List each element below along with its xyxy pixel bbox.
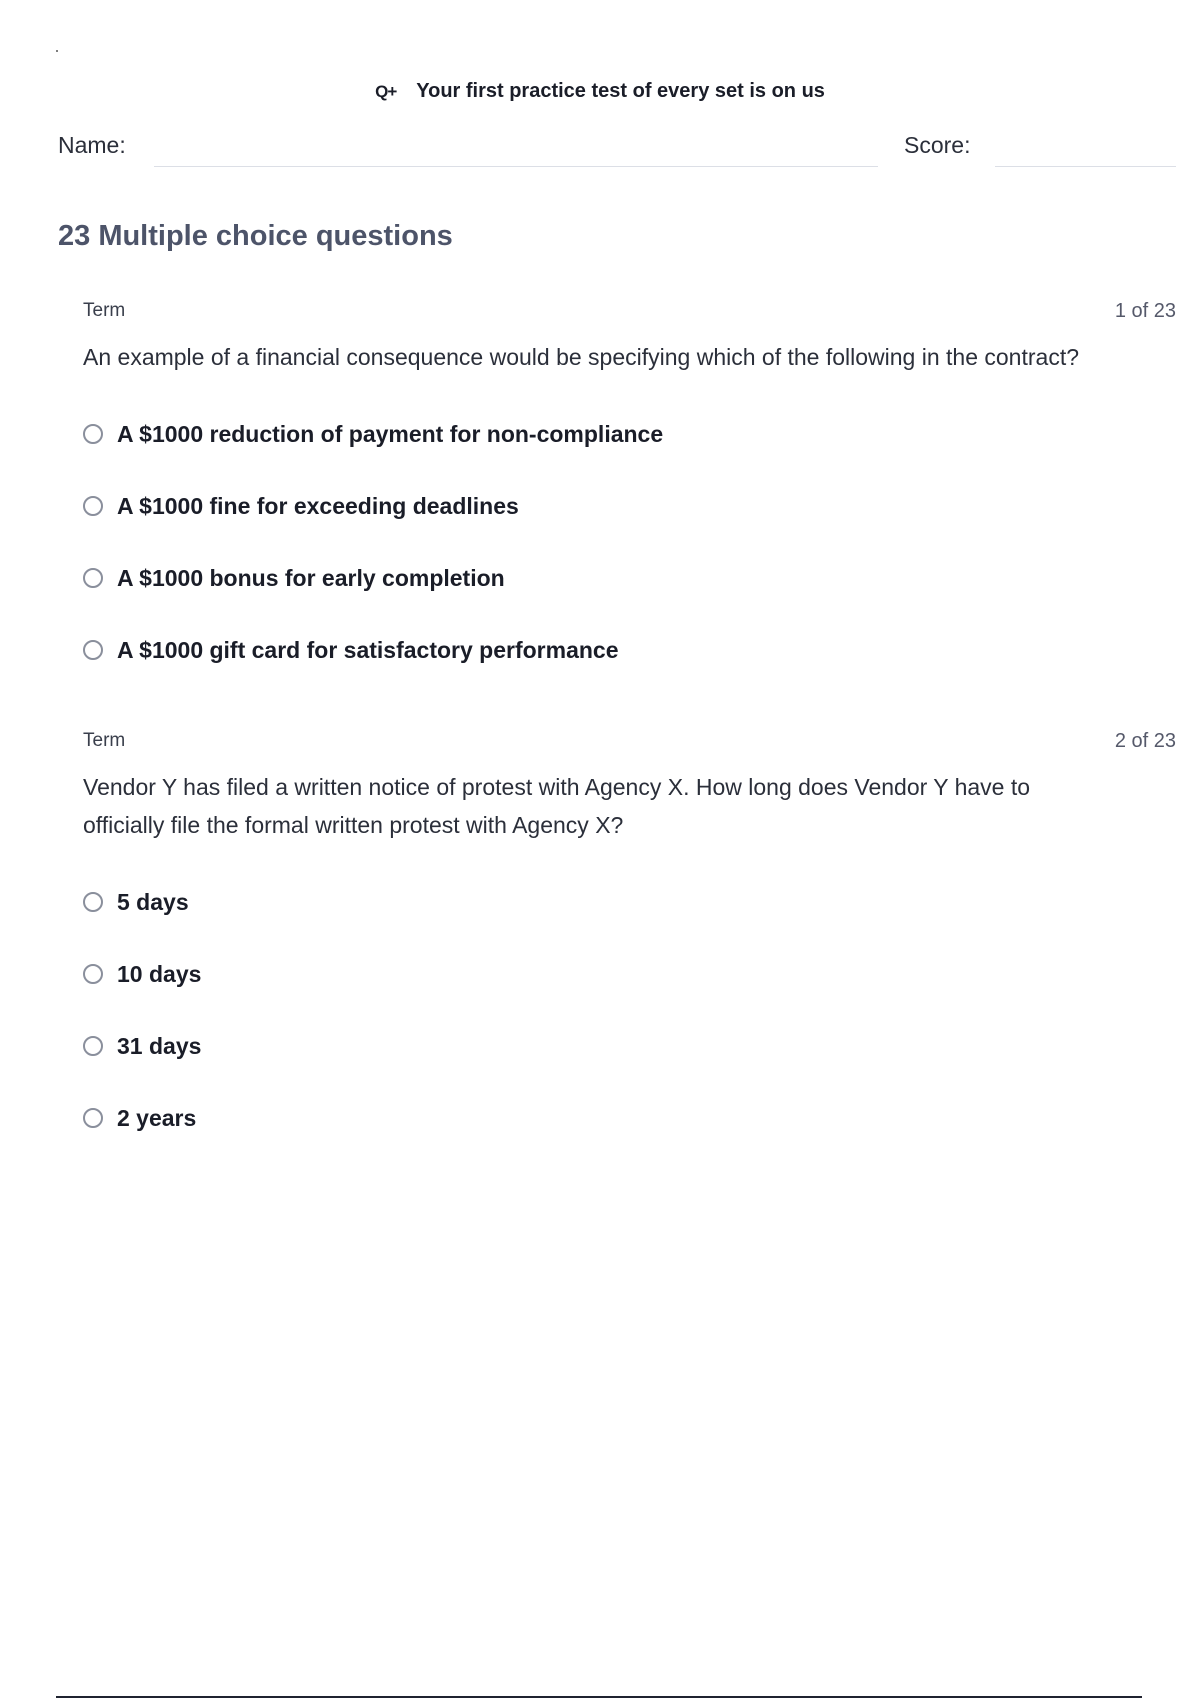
radio-button-icon[interactable] (83, 568, 103, 588)
option-label: 5 days (117, 888, 189, 915)
question-text: Vendor Y has filed a written notice of protest with Agency X. How long does Vendor Y have to officially file the formal written protest with Agency X? (83, 774, 1031, 838)
answer-option[interactable] (83, 542, 1176, 614)
question-1 (83, 300, 1176, 686)
score-field[interactable] (995, 166, 1176, 167)
term-label: Term (83, 730, 126, 751)
option-label: A $1000 bonus for early completion (117, 564, 505, 591)
footer-divider (56, 1696, 1142, 1698)
radio-button-icon[interactable] (83, 892, 103, 912)
name-label: Name: (58, 132, 126, 158)
radio-button-icon[interactable] (83, 424, 103, 444)
term-label: Term (83, 300, 126, 321)
section-title: 23 Multiple choice questions (58, 220, 453, 252)
answer-option[interactable] (83, 938, 1176, 1010)
question-text: An example of a financial consequence would be specifying which of the following in the contract? (83, 344, 1079, 370)
option-label: 31 days (117, 1032, 202, 1059)
option-label: A $1000 fine for exceeding deadlines (117, 492, 519, 519)
option-label: 10 days (117, 960, 202, 987)
radio-button-icon[interactable] (83, 496, 103, 516)
radio-button-icon[interactable] (83, 964, 103, 984)
question-2 (83, 730, 1176, 1154)
radio-button-icon[interactable] (83, 640, 103, 660)
name-score-row (58, 132, 1176, 168)
quizlet-plus-icon: Q+ (375, 81, 397, 101)
page-dot (56, 50, 58, 52)
answer-option[interactable] (83, 470, 1176, 542)
radio-button-icon[interactable] (83, 1036, 103, 1056)
promo-banner (0, 80, 1200, 103)
promo-text: Your first practice test of every set is on us (416, 80, 825, 102)
name-field[interactable] (154, 166, 878, 167)
answer-option[interactable] (83, 866, 1176, 938)
option-label: A $1000 reduction of payment for non-compliance (117, 420, 664, 447)
answer-options (83, 866, 1176, 1154)
score-label: Score: (904, 132, 971, 158)
option-label: A $1000 gift card for satisfactory performance (117, 636, 619, 663)
answer-option[interactable] (83, 398, 1176, 470)
radio-button-icon[interactable] (83, 1108, 103, 1128)
answer-options (83, 398, 1176, 686)
question-counter: 1 of 23 (1114, 300, 1176, 322)
answer-option[interactable] (83, 1082, 1176, 1154)
question-counter: 2 of 23 (1114, 730, 1176, 752)
answer-option[interactable] (83, 614, 1176, 686)
option-label: 2 years (117, 1104, 197, 1131)
answer-option[interactable] (83, 1010, 1176, 1082)
